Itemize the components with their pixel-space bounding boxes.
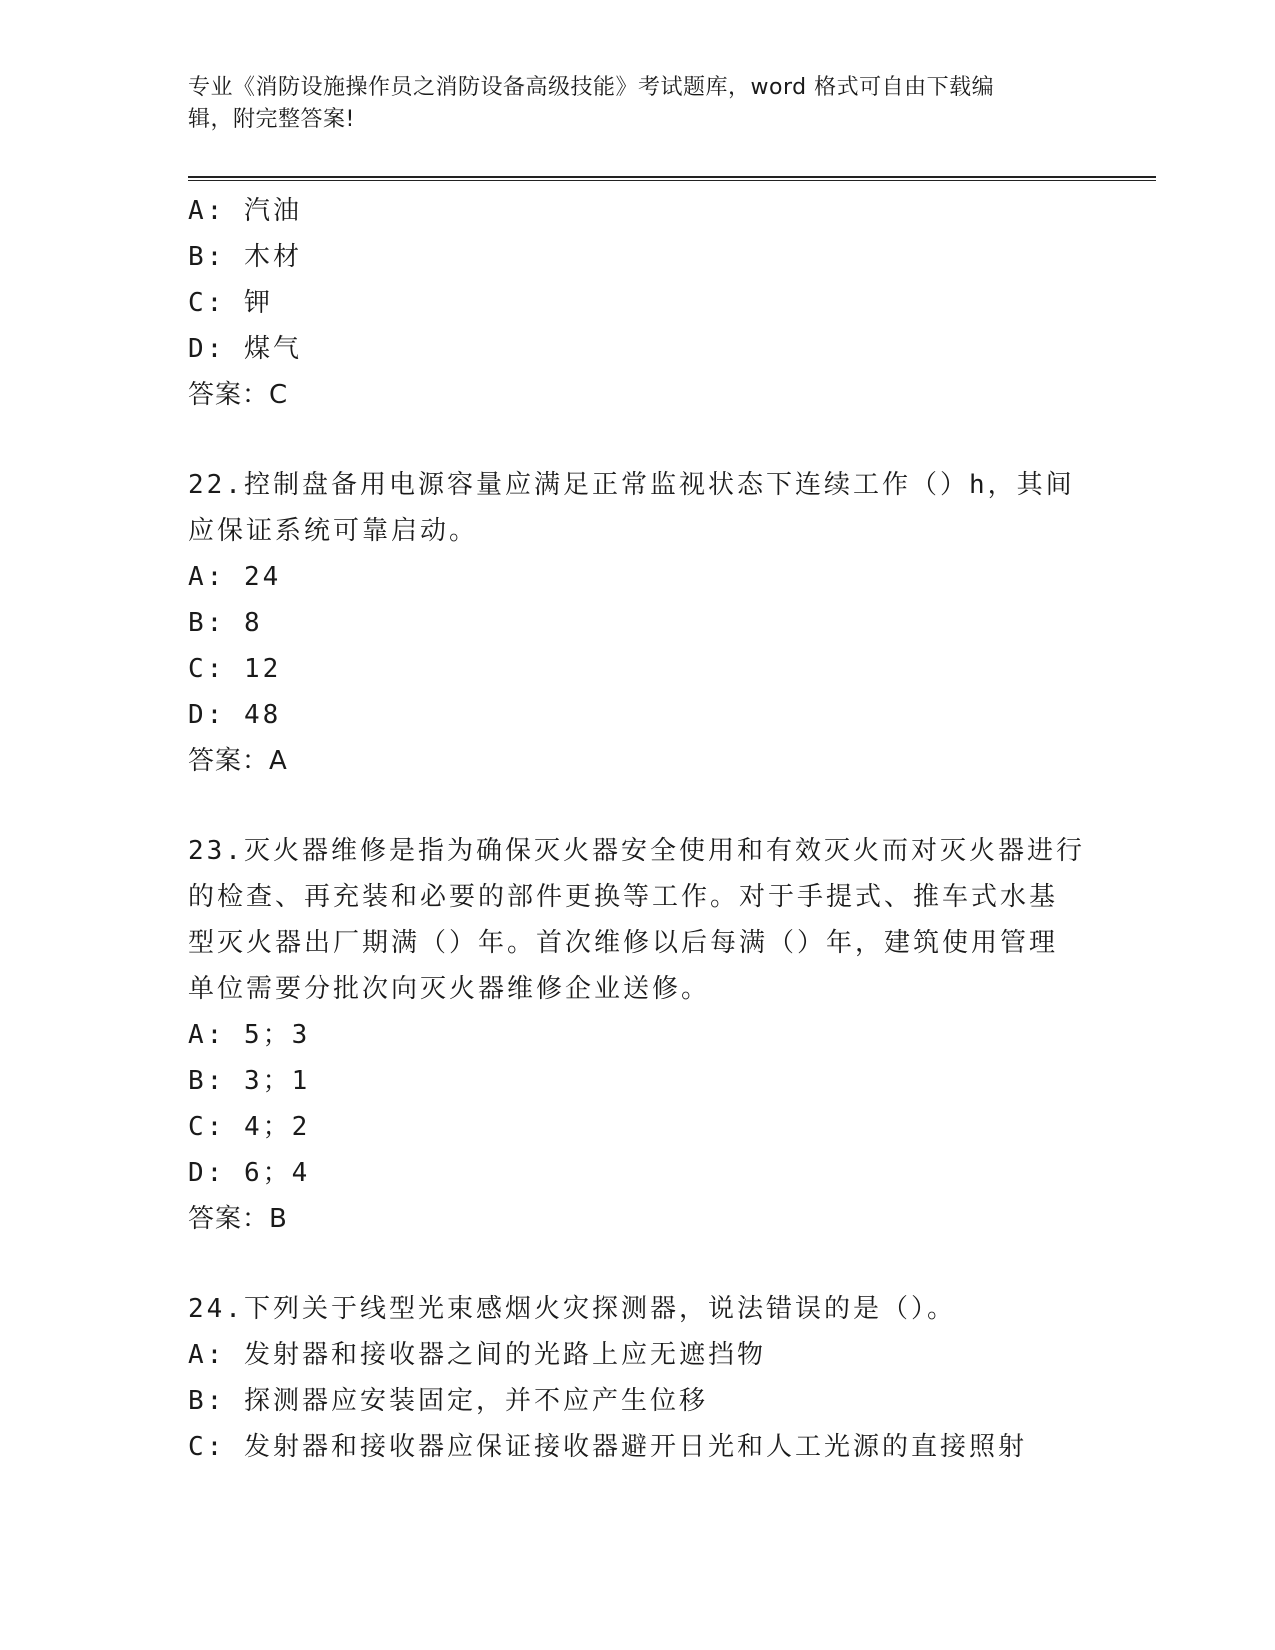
question-text-line: 22.控制盘备用电源容量应满足正常监视状态下连续工作（）h，其间	[188, 470, 1075, 500]
question-text-line: 单位需要分批次向灭火器维修企业送修。	[188, 974, 711, 1004]
header-divider	[188, 176, 1156, 181]
question-22	[188, 462, 1158, 784]
option-a: A: 24	[188, 562, 282, 592]
question-text-line: 型灭火器出厂期满（）年。首次维修以后每满（）年，建筑使用管理	[188, 928, 1059, 958]
document-header	[188, 72, 1088, 136]
option-b: B: 探测器应安装固定，并不应产生位移	[188, 1386, 708, 1416]
option-d: D: 48	[188, 700, 282, 730]
answer: 答案：B	[188, 1204, 288, 1234]
option-c: C: 4；2	[188, 1112, 311, 1142]
answer: 答案：A	[188, 746, 288, 776]
document-body	[188, 188, 1158, 1470]
option-c: C: 发射器和接收器应保证接收器避开日光和人工光源的直接照射	[188, 1432, 1027, 1462]
option-d: D: 6；4	[188, 1158, 311, 1188]
question-text-line: 24.下列关于线型光束感烟火灾探测器，说法错误的是（）。	[188, 1294, 956, 1324]
option-d: D: 煤气	[188, 334, 302, 364]
option-a: A: 发射器和接收器之间的光路上应无遮挡物	[188, 1340, 766, 1370]
question-text-line: 23.灭火器维修是指为确保灭火器安全使用和有效灭火而对灭火器进行	[188, 836, 1085, 866]
option-b: B: 木材	[188, 242, 302, 272]
header-line-2: 辑，附完整答案!	[188, 107, 355, 132]
answer: 答案：C	[188, 380, 289, 410]
question-24	[188, 1286, 1158, 1470]
option-c: C: 12	[188, 654, 282, 684]
option-a: A: 5；3	[188, 1020, 311, 1050]
option-a: A: 汽油	[188, 196, 302, 226]
option-b: B: 8	[188, 608, 263, 638]
question-text-line: 的检查、再充装和必要的部件更换等工作。对于手提式、推车式水基	[188, 882, 1059, 912]
option-c: C: 钾	[188, 288, 273, 318]
header-line-1: 专业《消防设施操作员之消防设备高级技能》考试题库，word 格式可自由下载编	[188, 75, 995, 100]
option-b: B: 3；1	[188, 1066, 311, 1096]
question-23	[188, 828, 1158, 1242]
question-text-line: 应保证系统可靠启动。	[188, 516, 479, 546]
question-21	[188, 188, 1158, 418]
